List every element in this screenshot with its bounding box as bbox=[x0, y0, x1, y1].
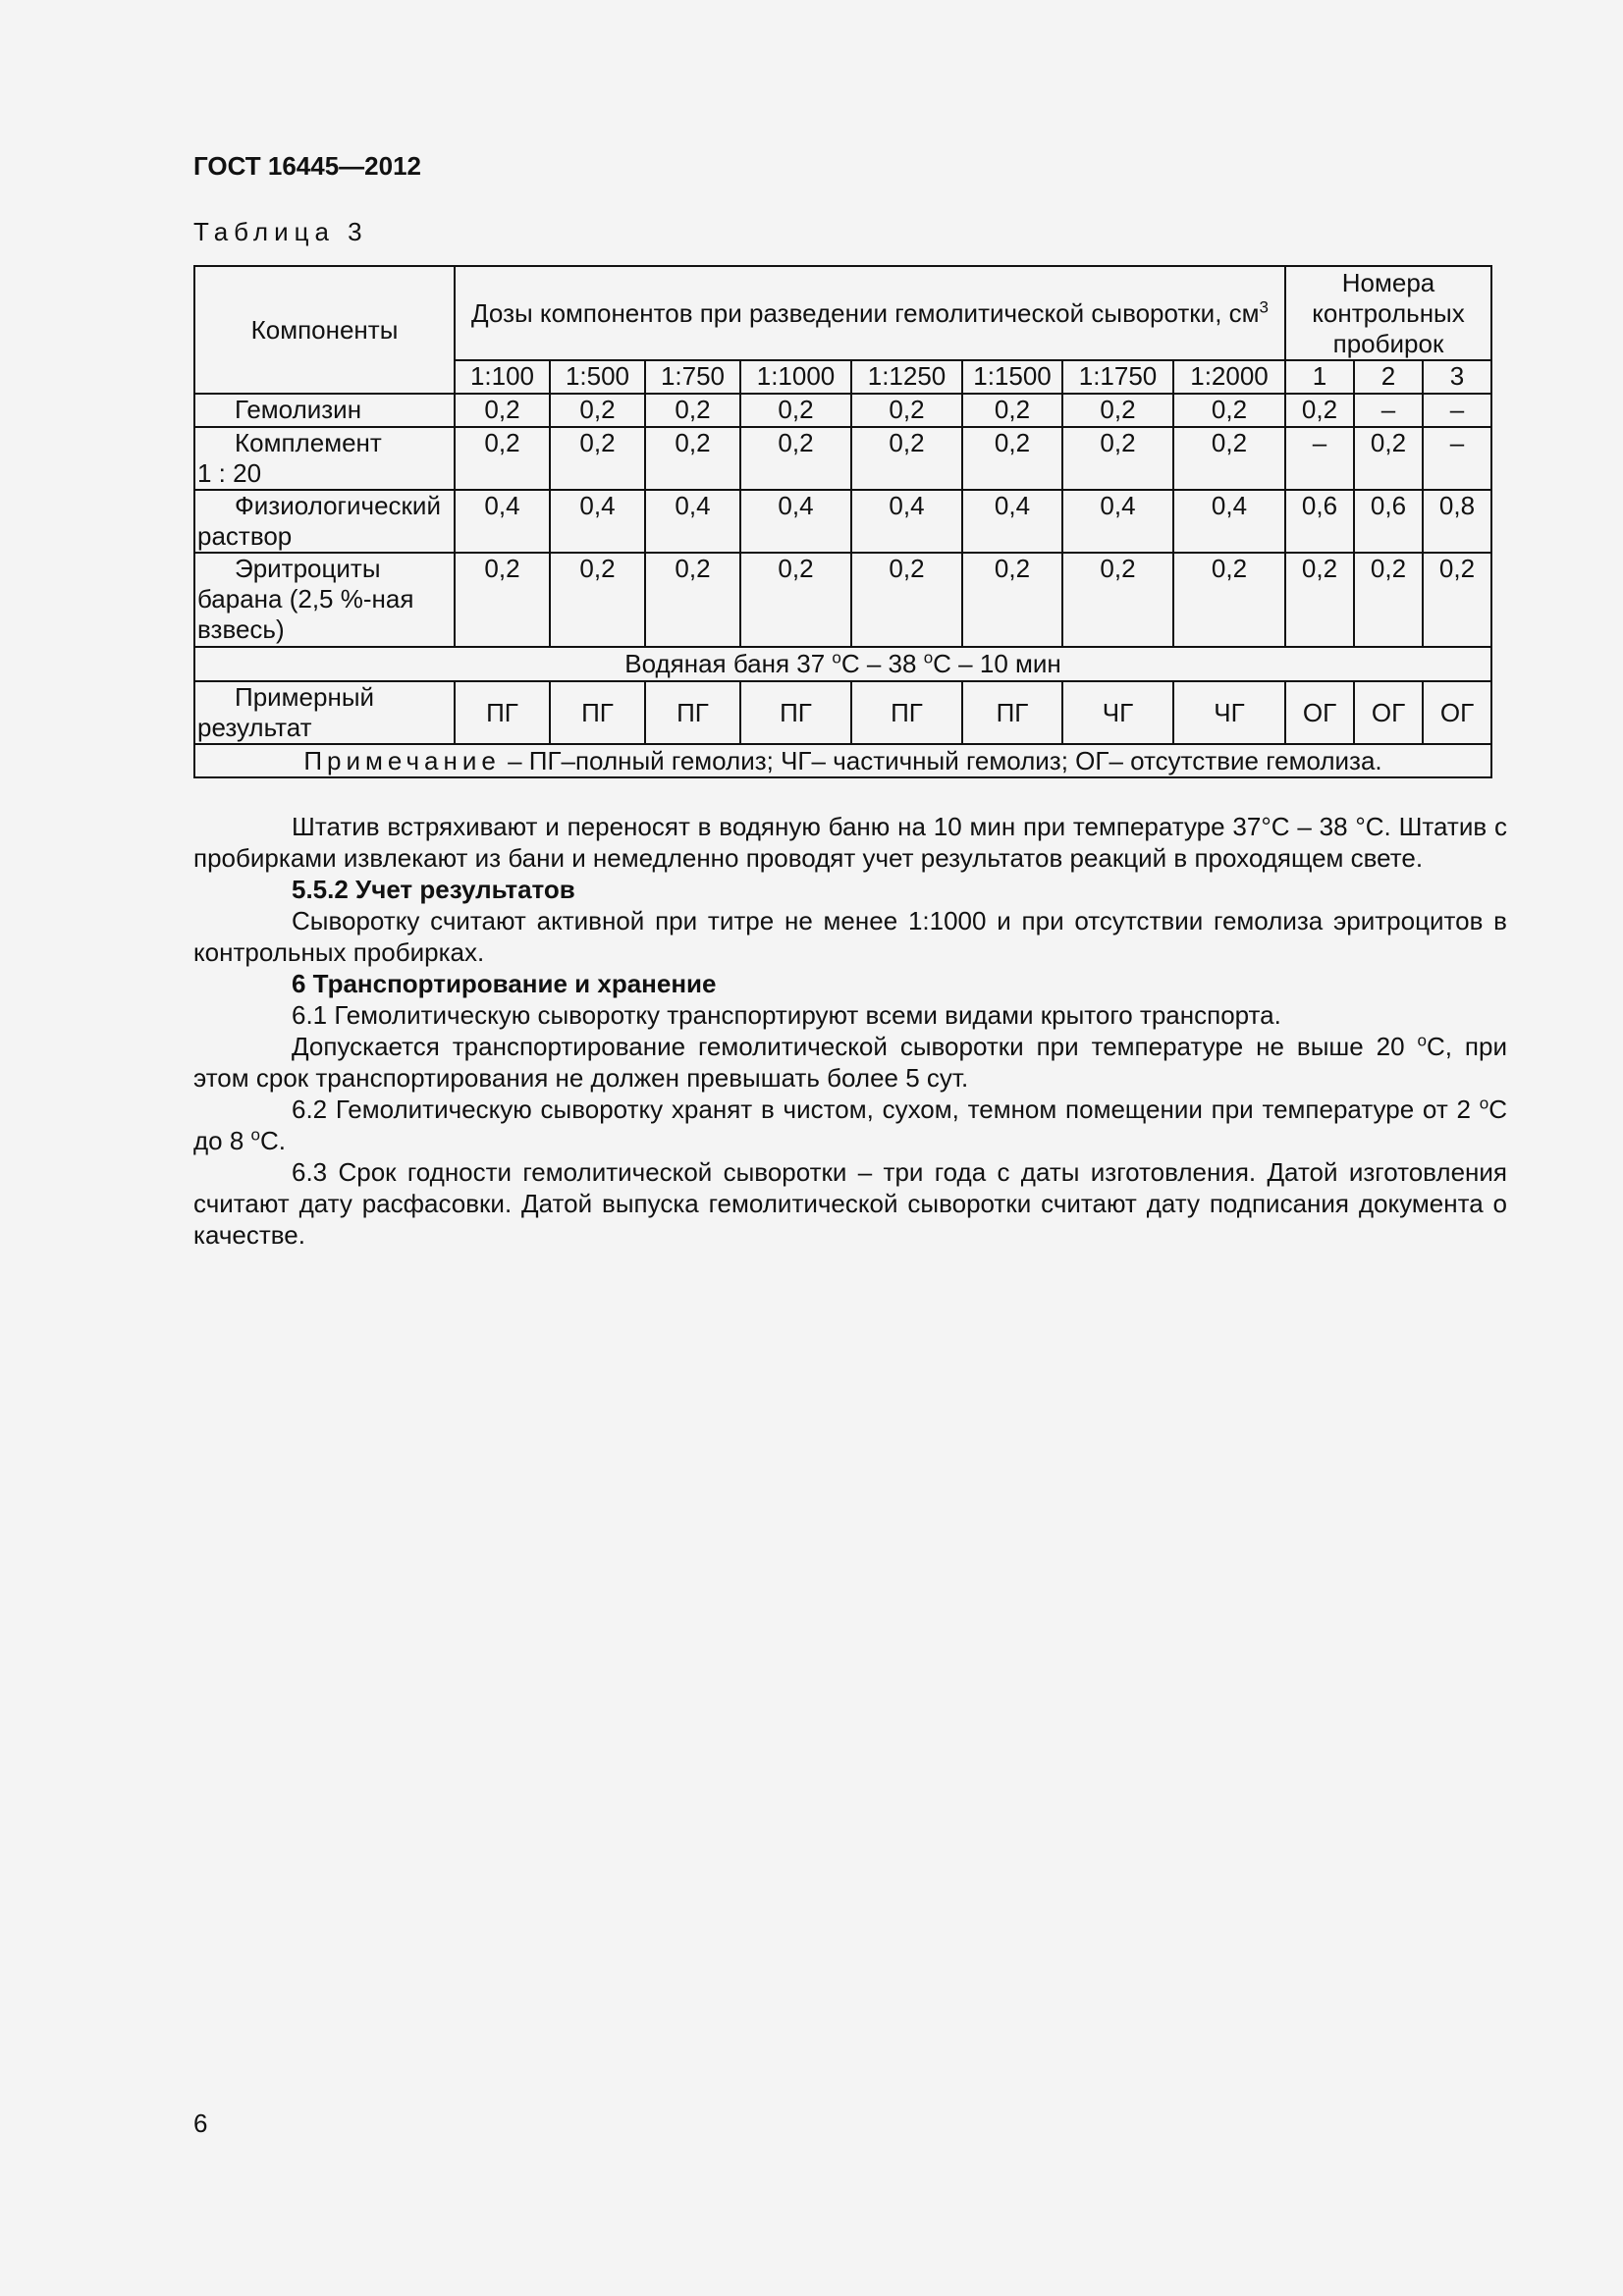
result-cell: ОГ bbox=[1423, 681, 1491, 744]
table-cell: 0,4 bbox=[962, 490, 1062, 553]
dilution-header: 1:750 bbox=[645, 360, 740, 394]
table-cell: 0,4 bbox=[645, 490, 740, 553]
result-cell: ЧГ bbox=[1173, 681, 1285, 744]
body-text bbox=[193, 811, 1507, 1251]
table-cell: 0,2 bbox=[455, 427, 550, 490]
table-cell: 0,4 bbox=[851, 490, 962, 553]
table-cell: 0,2 bbox=[1423, 553, 1491, 647]
table-cell: 0,2 bbox=[1173, 553, 1285, 647]
table-cell: 0,2 bbox=[1285, 553, 1354, 647]
result-cell: ПГ bbox=[455, 681, 550, 744]
component-name-line: Комплемент bbox=[235, 428, 382, 457]
table-cell: 0,4 bbox=[1062, 490, 1173, 553]
result-cell: ПГ bbox=[550, 681, 645, 744]
result-cell: ПГ bbox=[740, 681, 851, 744]
table-cell: 0,2 bbox=[550, 427, 645, 490]
result-row bbox=[194, 681, 1491, 744]
paragraph: Сыворотку считают активной при титре не менее 1:1000 и при отсутствии гемолиза эритроцитов в контрольных пробирках. bbox=[193, 906, 1507, 967]
header-components: Компоненты bbox=[194, 266, 455, 394]
table-row bbox=[194, 553, 1491, 647]
table-body bbox=[194, 394, 1491, 647]
component-name-line: взвесь) bbox=[197, 614, 285, 644]
table-cell: 0,6 bbox=[1354, 490, 1423, 553]
table-cell: 0,4 bbox=[550, 490, 645, 553]
component-name-line: раствор bbox=[197, 521, 293, 551]
table-cell: 0,6 bbox=[1285, 490, 1354, 553]
header-controls: Номера контрольных пробирок bbox=[1285, 266, 1491, 360]
result-cell: ОГ bbox=[1285, 681, 1354, 744]
table-row bbox=[194, 427, 1491, 490]
section-heading: 5.5.2 Учет результатов bbox=[292, 875, 575, 904]
component-name-line: 1 : 20 bbox=[197, 458, 262, 488]
document-header: ГОСТ 16445—2012 bbox=[193, 151, 421, 181]
dilution-header: 1:2000 bbox=[1173, 360, 1285, 394]
component-name-line: Гемолизин bbox=[235, 395, 362, 424]
result-name bbox=[194, 681, 455, 744]
table-cell: 0,8 bbox=[1423, 490, 1491, 553]
section-heading: 6 Транспортирование и хранение bbox=[292, 969, 717, 998]
table-cell: 0,2 bbox=[1062, 427, 1173, 490]
table-cell: – bbox=[1285, 427, 1354, 490]
component-name bbox=[194, 553, 455, 647]
result-cell: ПГ bbox=[851, 681, 962, 744]
table-cell: 0,2 bbox=[550, 553, 645, 647]
component-name bbox=[194, 490, 455, 553]
result-cell: ОГ bbox=[1354, 681, 1423, 744]
component-name-line: барана (2,5 %-ная bbox=[197, 584, 414, 614]
table-cell: 0,2 bbox=[851, 553, 962, 647]
result-cell: ЧГ bbox=[1062, 681, 1173, 744]
result-cell: ПГ bbox=[962, 681, 1062, 744]
table-cell: 0,4 bbox=[740, 490, 851, 553]
water-bath-row: Водяная баня 37 $^o$С – 38 $^o$С – 10 мин bbox=[194, 647, 1491, 681]
table-cell: 0,2 bbox=[550, 394, 645, 427]
table-3 bbox=[193, 265, 1492, 778]
result-cell: ПГ bbox=[645, 681, 740, 744]
table-caption: Таблица 3 bbox=[193, 217, 368, 246]
dilution-header: 1:1500 bbox=[962, 360, 1062, 394]
dilution-header: 1:500 bbox=[550, 360, 645, 394]
paragraph: 6.3 Срок годности гемолитической сыворотки – три года с даты изготовления. Датой изготовления считают дату расфасовки. Датой выпуска гемолитической сыворотки считают дату подписания документа о качестве. bbox=[193, 1157, 1507, 1250]
table-cell: – bbox=[1423, 427, 1491, 490]
component-name-line: Эритроциты bbox=[235, 554, 381, 583]
paragraph: Штатив встряхивают и переносят в водяную баню на 10 мин при температуре 37°С – 38 °С. Штатив с пробирками извлекают из бани и немедленно проводят учет результатов реакций в проходящем свете. bbox=[193, 812, 1507, 873]
table-cell: – bbox=[1354, 394, 1423, 427]
table-cell: 0,2 bbox=[962, 394, 1062, 427]
table-note: Примечание – ПГ–полный гемолиз; ЧГ– частичный гемолиз; ОГ– отсутствие гемолиза. bbox=[194, 744, 1491, 777]
table-cell: 0,2 bbox=[1354, 553, 1423, 647]
component-name bbox=[194, 427, 455, 490]
table-row bbox=[194, 490, 1491, 553]
table-cell: 0,2 bbox=[1173, 427, 1285, 490]
table-cell: 0,2 bbox=[962, 553, 1062, 647]
table-cell: 0,2 bbox=[740, 427, 851, 490]
paragraph: 6.1 Гемолитическую сыворотку транспортируют всеми видами крытого транспорта. bbox=[292, 1000, 1281, 1030]
table-cell: 0,2 bbox=[851, 427, 962, 490]
dilution-header: 1:1250 bbox=[851, 360, 962, 394]
table-cell: 0,2 bbox=[455, 553, 550, 647]
table-cell: 0,2 bbox=[455, 394, 550, 427]
result-name-line: результат bbox=[197, 713, 312, 742]
table-cell: 0,2 bbox=[1062, 394, 1173, 427]
table-cell: 0,2 bbox=[645, 427, 740, 490]
control-number-header: 3 bbox=[1423, 360, 1491, 394]
table-cell: 0,4 bbox=[1173, 490, 1285, 553]
component-name-line: Физиологический bbox=[235, 491, 441, 520]
header-doses: Дозы компонентов при разведении гемолитической сыворотки, $см^3$ bbox=[455, 266, 1285, 360]
table-cell: 0,2 bbox=[1173, 394, 1285, 427]
paragraph: 6.2 Гемолитическую сыворотку хранят в чистом, сухом, темном помещении при температуре от 2 $^o$С до 8 $^o$С. bbox=[193, 1094, 1507, 1155]
control-number-header: 2 bbox=[1354, 360, 1423, 394]
dilution-header: 1:1750 bbox=[1062, 360, 1173, 394]
table-cell: 0,2 bbox=[1062, 553, 1173, 647]
result-name-line: Примерный bbox=[235, 682, 375, 712]
table-cell: 0,2 bbox=[1354, 427, 1423, 490]
table-cell: 0,2 bbox=[740, 553, 851, 647]
table-row bbox=[194, 394, 1491, 427]
table-cell: 0,2 bbox=[851, 394, 962, 427]
table-cell: 0,2 bbox=[962, 427, 1062, 490]
control-number-header: 1 bbox=[1285, 360, 1354, 394]
table-cell: 0,2 bbox=[1285, 394, 1354, 427]
table-cell: 0,4 bbox=[455, 490, 550, 553]
page-number: 6 bbox=[193, 2109, 208, 2138]
component-name bbox=[194, 394, 455, 427]
table-cell: 0,2 bbox=[740, 394, 851, 427]
paragraph: Допускается транспортирование гемолитической сыворотки при температуре не выше 20 $^o$С, при этом срок транспортирования не должен превышать более 5 сут. bbox=[193, 1031, 1507, 1093]
dilution-header: 1:100 bbox=[455, 360, 550, 394]
table-cell: – bbox=[1423, 394, 1491, 427]
table-cell: 0,2 bbox=[645, 394, 740, 427]
table-cell: 0,2 bbox=[645, 553, 740, 647]
dilution-header: 1:1000 bbox=[740, 360, 851, 394]
